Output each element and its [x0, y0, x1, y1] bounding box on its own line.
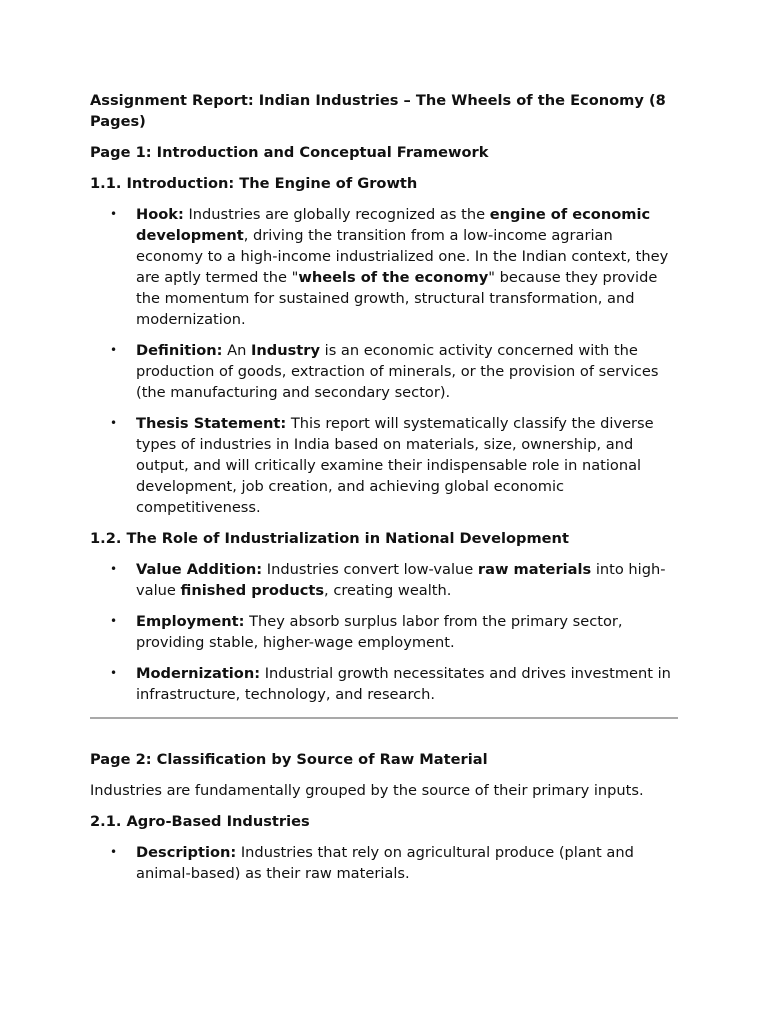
- section-2-1-list: [90, 842, 678, 884]
- list-item-description: [90, 842, 678, 884]
- hook-text-1: Industries are globally recognized as the: [183, 206, 490, 223]
- section-1-1-list: [90, 204, 678, 518]
- document-page: [90, 90, 678, 894]
- page1-heading: Page 1: Introduction and Conceptual Framework: [90, 144, 489, 161]
- hook-bold-2: wheels of the economy: [298, 269, 489, 286]
- value-addition-label: Value Addition:: [136, 561, 263, 578]
- value-addition-text-1: Industries convert low-value: [262, 561, 478, 578]
- thesis-text-1: This report will systematically classify the diverse types of industries in India based on materials, size, ownership, and output, and will critically examine their indispensable role in national development, job creation, and achieving global economic competitiveness.: [136, 415, 654, 516]
- section-2-1-heading: 2.1. Agro-Based Industries: [90, 813, 310, 830]
- modernization-label: Modernization:: [136, 665, 261, 682]
- modernization-text-1: Industrial growth necessitates and drives investment in infrastructure, technology, and research.: [136, 665, 671, 703]
- list-item-modernization: [90, 663, 678, 705]
- definition-text-1: An: [222, 342, 251, 359]
- list-item-employment: [90, 611, 678, 653]
- hook-text-3: " because they provide the momentum for sustained growth, structural transformation, and modernization.: [136, 269, 658, 328]
- bullet-icon: •: [110, 343, 118, 357]
- bullet-icon: •: [110, 416, 118, 430]
- section-1-1-heading: 1.1. Introduction: The Engine of Growth: [90, 175, 418, 192]
- definition-bold-1: Industry: [250, 342, 320, 359]
- hook-text-2: , driving the transition from a low-income agrarian economy to a high-income industrialized one. In the Indian context, they are aptly termed the ": [136, 227, 669, 286]
- bullet-icon: •: [110, 562, 118, 576]
- value-addition-text-3: , creating wealth.: [324, 582, 452, 599]
- page-divider: [90, 717, 678, 719]
- description-text-1: Industries that rely on agricultural produce (plant and animal-based) as their raw materials.: [136, 844, 634, 882]
- list-item-value-addition: [90, 559, 678, 601]
- bullet-icon: •: [110, 666, 118, 680]
- list-item-thesis: [90, 413, 678, 518]
- thesis-label: Thesis Statement:: [136, 415, 287, 432]
- definition-text-2: is an economic activity concerned with the production of goods, extraction of minerals, or the provision of services (the manufacturing and secondary sector).: [136, 342, 659, 401]
- section-1-2-list: [90, 559, 678, 705]
- page2-intro: Industries are fundamentally grouped by the source of their primary inputs.: [90, 782, 644, 799]
- list-item-hook: [90, 204, 678, 330]
- bullet-icon: •: [110, 614, 118, 628]
- page2-heading: Page 2: Classification by Source of Raw Material: [90, 751, 488, 768]
- employment-label: Employment:: [136, 613, 245, 630]
- bullet-icon: •: [110, 845, 118, 859]
- value-addition-bold-1: raw materials: [477, 561, 592, 578]
- hook-bold-1: engine of economic development: [136, 206, 651, 244]
- hook-label: Hook:: [136, 206, 184, 223]
- section-1-2-heading: 1.2. The Role of Industrialization in National Development: [90, 530, 569, 547]
- description-label: Description:: [136, 844, 237, 861]
- definition-label: Definition:: [136, 342, 223, 359]
- value-addition-text-2: into high-value: [136, 561, 666, 599]
- document-title: Assignment Report: Indian Industries – The Wheels of the Economy (8 Pages): [90, 92, 666, 130]
- value-addition-bold-2: finished products: [180, 582, 325, 599]
- employment-text-1: They absorb surplus labor from the primary sector, providing stable, higher-wage employment.: [136, 613, 623, 651]
- list-item-definition: [90, 340, 678, 403]
- bullet-icon: •: [110, 207, 118, 221]
